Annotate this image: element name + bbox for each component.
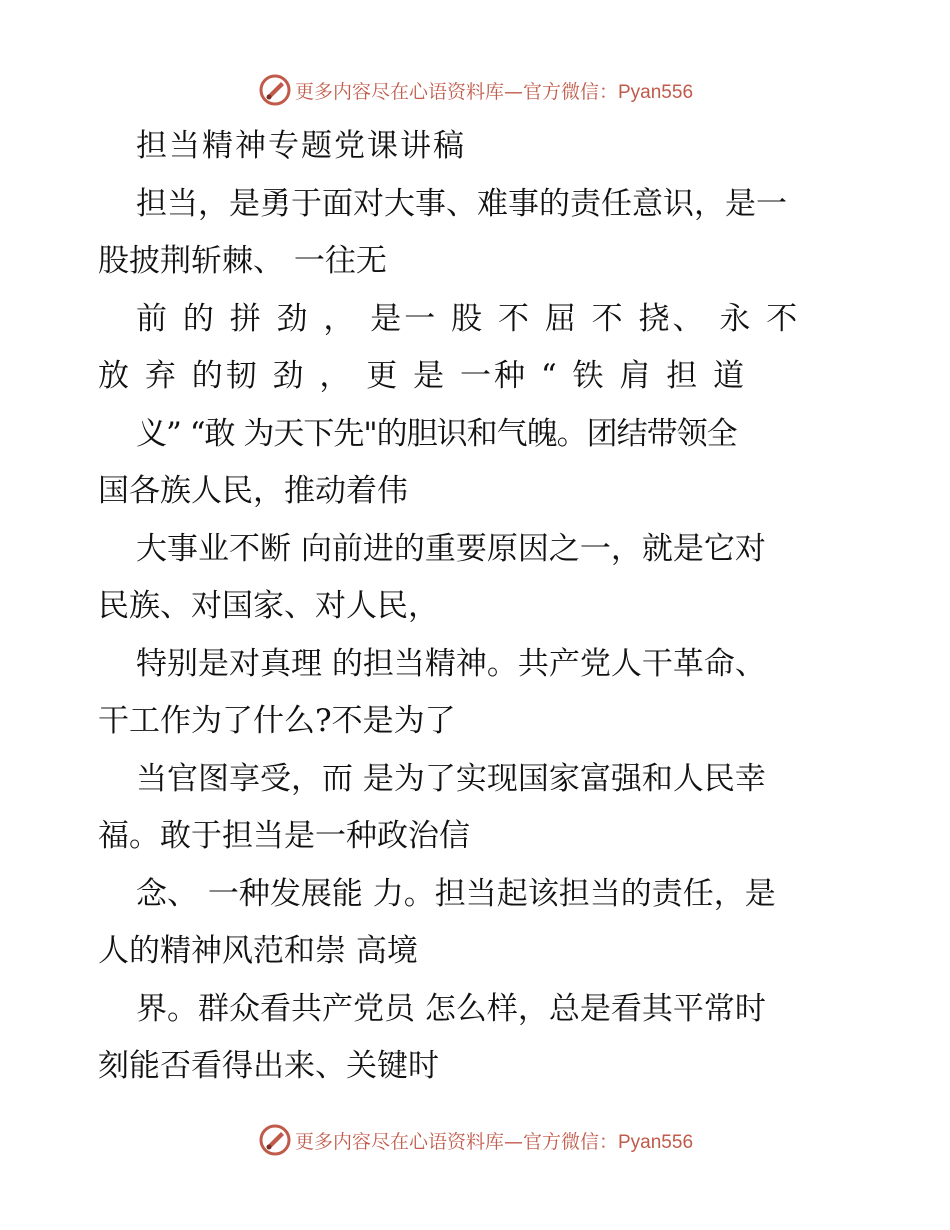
paragraph-line: 大事业不断 向前进的重要原因之一，就是它对 <box>136 530 766 567</box>
paragraph-line: 前 的 拼 劲 ， 是一 股 不 屈 不 挠、 永 不 <box>136 300 801 337</box>
paragraph-line: 界。群众看共产党员 怎么样，总是看其平常时 <box>136 990 766 1027</box>
paragraph-line: 国各族人民，推动着伟 <box>98 473 408 509</box>
header-banner-text: 更多内容尽在心语资料库—官方微信：Pyan556 <box>294 80 694 103</box>
paragraph-line: 刻能否看得出来、关键时 <box>98 1048 439 1084</box>
brand-logo-icon <box>257 72 293 108</box>
paragraph-line: 当官图享受，而 是为了实现国家富强和人民幸 <box>136 760 766 797</box>
footer-banner-id: Pyan556 <box>618 1131 694 1153</box>
paragraph-line: 特别是对真理 的担当精神。共产党人干革命、 <box>136 645 766 682</box>
paragraph-line: 干工作为了什么?不是为了 <box>98 703 456 739</box>
brand-logo-icon <box>257 1122 293 1158</box>
paragraph-line: 放 弃 的韧 劲 ， 更 是 一种 “ 铁 肩 担 道 <box>98 358 748 394</box>
paragraph-line: 股披荆斩棘、 一往无 <box>98 243 387 279</box>
paragraph-line: 念、 一种发展能 力。担当起该担当的责任，是 <box>136 875 776 912</box>
paragraph-line: 担当，是勇于面对大事、难事的责任意识，是一 <box>136 185 787 222</box>
paragraph-line: 人的精神风范和崇 高境 <box>98 933 418 969</box>
document-title: 担当精神专题党课讲稿 <box>136 128 466 164</box>
paragraph-line: 民族、对国家、对人民， <box>98 588 439 624</box>
header-banner <box>0 70 950 110</box>
paragraph-line: 福。敢于担当是一种政治信 <box>98 818 470 854</box>
document-body <box>98 118 858 1096</box>
footer-banner <box>0 1120 950 1160</box>
footer-banner-text: 更多内容尽在心语资料库—官方微信：Pyan556 <box>294 1130 694 1153</box>
paragraph-line: 义” “敢 为天下先"的胆识和气魄。团结带领全 <box>136 415 737 452</box>
header-banner-id: Pyan556 <box>618 81 694 103</box>
